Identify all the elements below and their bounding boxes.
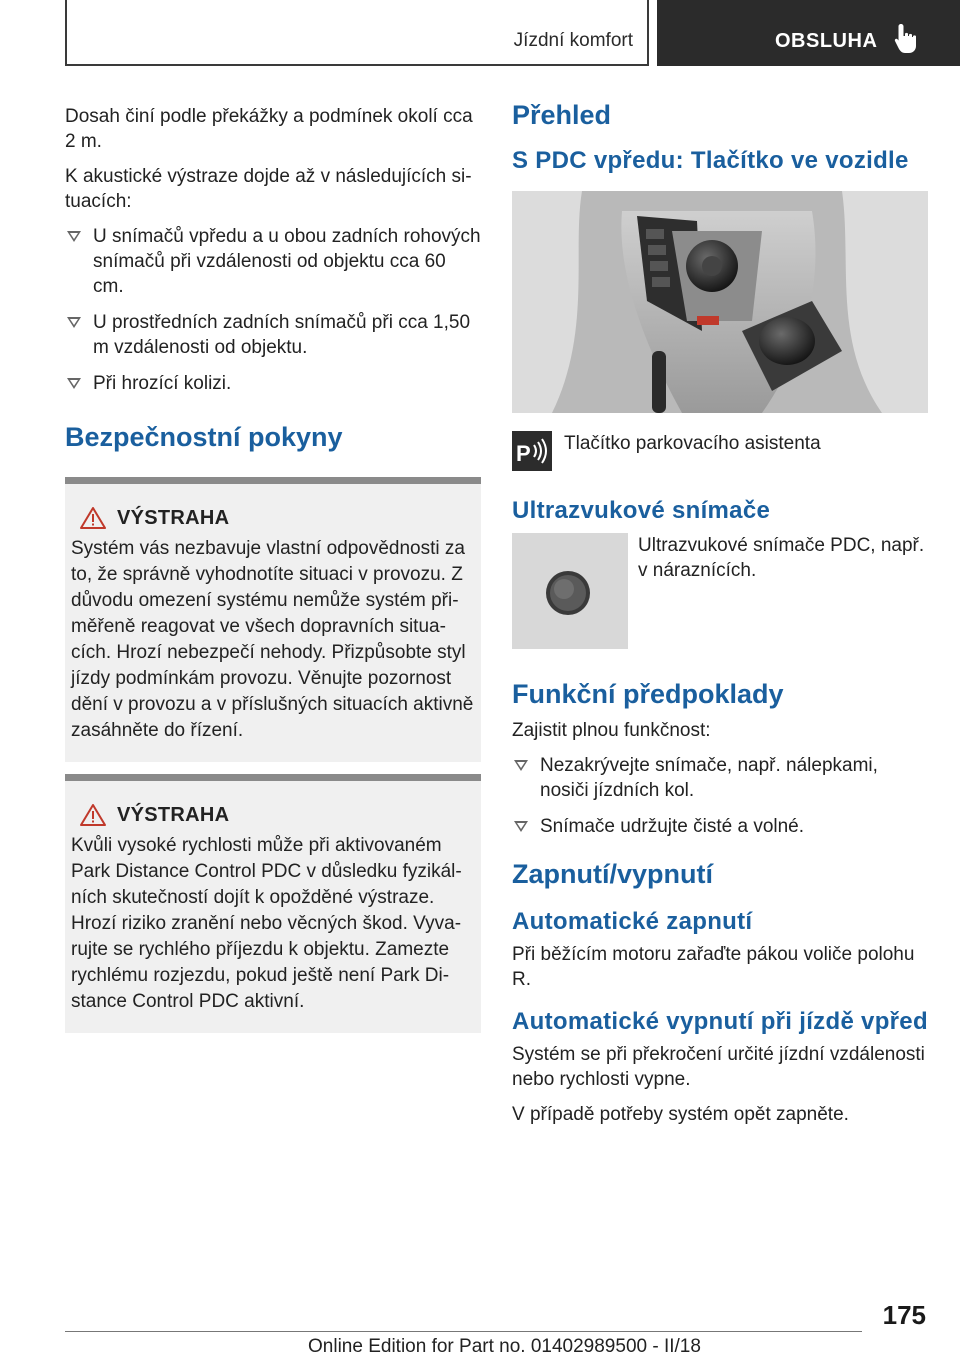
sensors-text: Ultrazvukové snímače PDC, např. v náraznících. [638, 535, 925, 581]
pdc-button-legend [512, 431, 928, 471]
header-section-title: Jízdní komfort [513, 30, 633, 51]
footer-edition: Online Edition for Part no. 01402989500 - II/18 [308, 1336, 701, 1357]
header-chapter-tab [657, 0, 960, 66]
right-column [512, 100, 928, 1137]
pdc-button-caption: Tlačítko parkovacího asistenta [564, 433, 821, 454]
warning-text: Kvůli vysoké rychlosti může při aktivovaném Park Distance Control PDC v důsledku fyzikál-ních skutečností dojít k opožděné výstraze. Hrozí riziko zranění nebo věcných škod. Vyva-rujte se rychlého příjezdu k objektu. Zamezte rychlému rozjezdu, pokud ještě není Park Di-stance Control PDC aktivní. [71, 835, 462, 1012]
pdc-front-heading: S PDC vpředu: Tlačítko ve vozidle [512, 147, 909, 174]
list-item: Snímače udržujte čisté a volné. [512, 814, 928, 839]
auto-off-text: Systém se při překročení určité jízdní vzdálenosti nebo rychlosti vypne. [512, 1044, 925, 1090]
center-console-photo [512, 191, 928, 413]
triangle-bullet-icon [67, 378, 81, 389]
page-number: 175 [882, 1300, 926, 1330]
pointing-hand-icon [892, 22, 922, 54]
warning-triangle-icon [79, 506, 107, 530]
auto-on-text: Při běžícím motoru zařaďte pákou voliče polohu R. [512, 944, 915, 990]
auto-off-restart-text: V případě potřeby systém opět zapněte. [512, 1104, 849, 1125]
ultrasonic-sensor-photo [512, 533, 628, 649]
header-chapter-title: OBSLUHA [775, 30, 878, 52]
triangle-bullet-icon [514, 821, 528, 832]
svg-text:P: P [516, 441, 531, 466]
acoustic-warning-intro: K akustické výstraze dojde až v následujících si-tuacích: [65, 166, 472, 212]
overview-heading: Přehled [512, 100, 612, 130]
sensors-heading: Ultrazvukové snímače [512, 497, 771, 524]
auto-on-heading: Automatické zapnutí [512, 908, 753, 935]
warning-title: VÝSTRAHA [117, 803, 230, 826]
list-item: Při hrozící kolizi. [65, 371, 481, 396]
acoustic-situations-list [65, 224, 481, 396]
warning-text: Systém vás nezbavuje vlastní odpovědnosti za to, že správně vyhodnotíte situaci v provozu. Z důvodu omezení systému nemůže systém při-měřeně reagovat ve všech dopravních situa-cích. Hrozí nebezpečí nehody. Přizpůsobte styl jízdy podmínkám provozu. Věnujte pozornost dění v provozu a v příslušných situacích aktivně zasáhněte do řízení. [71, 538, 474, 741]
triangle-bullet-icon [67, 231, 81, 242]
parking-assistant-button-icon [512, 431, 552, 471]
warning-title: VÝSTRAHA [117, 506, 230, 529]
onoff-heading: Zapnutí/vypnutí [512, 859, 713, 889]
list-item: U snímačů vpředu a u obou zadních rohových snímačů při vzdálenosti od objektu cca 60 cm. [65, 224, 481, 299]
warning-box-2 [65, 774, 481, 1033]
warning-triangle-icon [79, 803, 107, 827]
list-item: Nezakrývejte snímače, např. nálepkami, nosiči jízdních kol. [512, 753, 928, 803]
requirements-list [512, 753, 928, 839]
footer-rule [65, 1331, 862, 1332]
header-section-box [65, 0, 649, 66]
requirements-heading: Funkční předpoklady [512, 679, 784, 709]
left-column [65, 104, 481, 1033]
safety-heading: Bezpečnostní pokyny [65, 422, 343, 452]
triangle-bullet-icon [514, 760, 528, 771]
range-paragraph: Dosah činí podle překážky a podmínek okolí cca 2 m. [65, 106, 473, 152]
triangle-bullet-icon [67, 317, 81, 328]
sensors-row [512, 533, 928, 649]
list-item: U prostředních zadních snímačů při cca 1,50 m vzdálenosti od objektu. [65, 310, 481, 360]
auto-off-heading: Automatické vypnutí při jízdě vpřed [512, 1008, 928, 1035]
warning-box-1 [65, 477, 481, 762]
requirements-intro: Zajistit plnou funkčnost: [512, 720, 711, 741]
